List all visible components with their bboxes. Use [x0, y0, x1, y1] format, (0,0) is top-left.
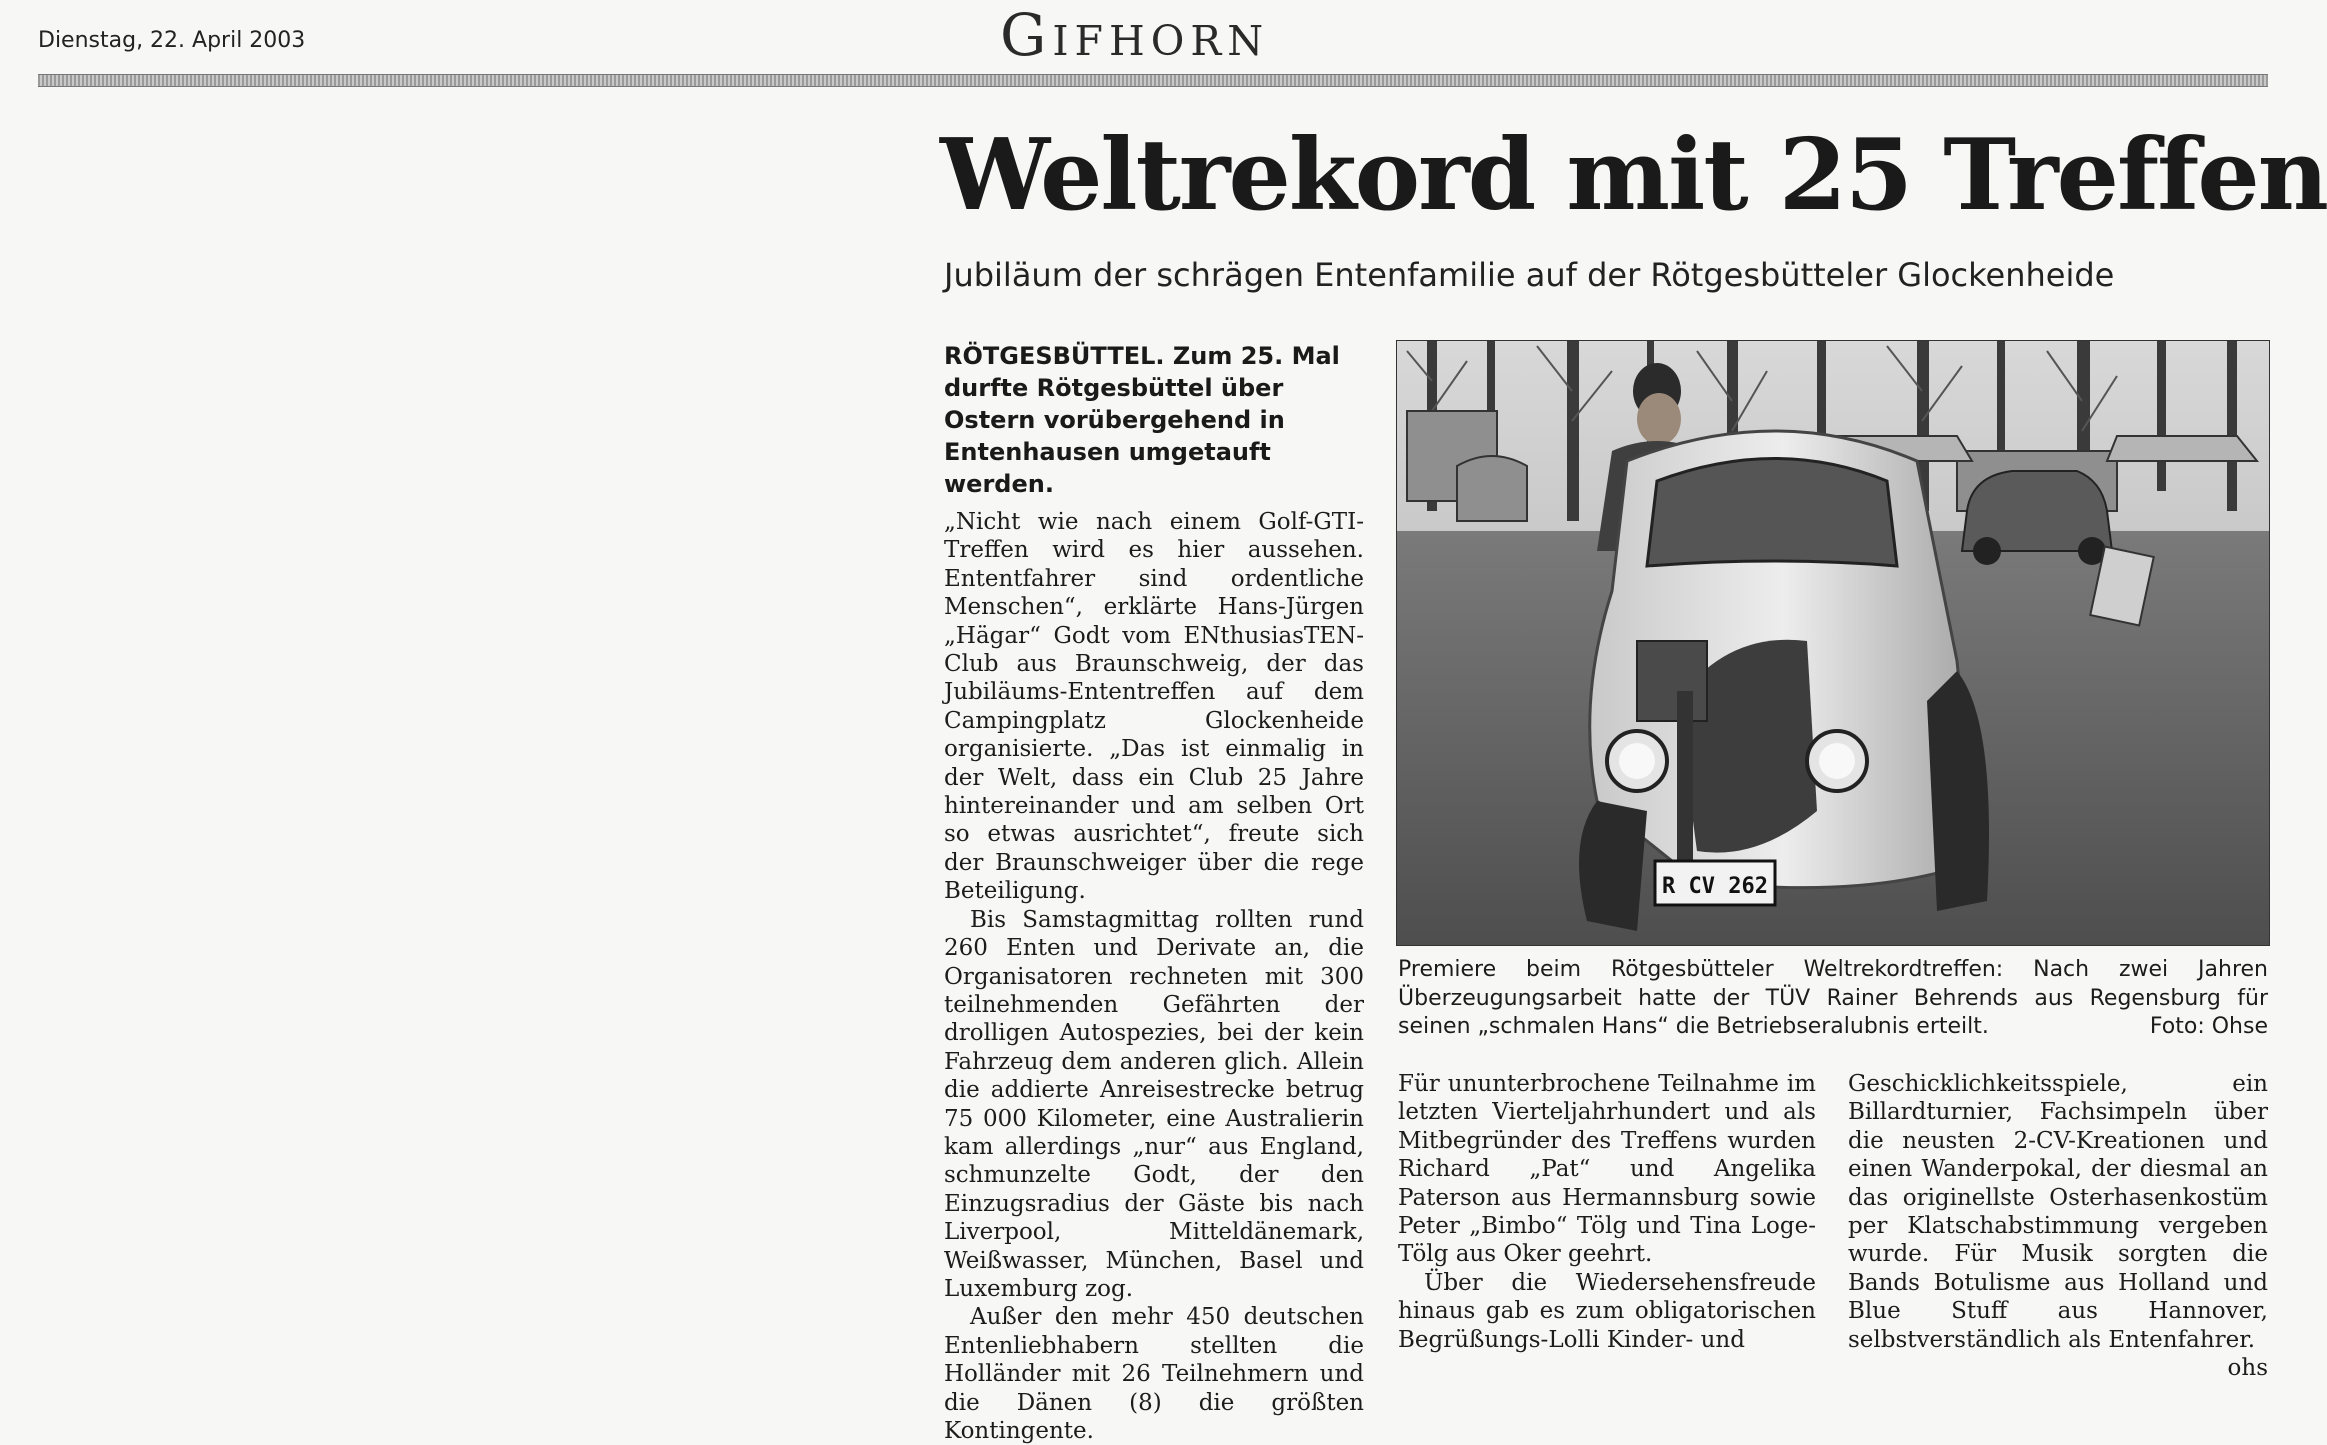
photo-caption-text: Premiere beim Rötgesbütteler Weltrekordtreffen: Nach zwei Jahren Überzeugungsarbeit hatte der TÜV Rainer Behrends aus Regensburg für seinen „schmalen Hans“ die Betriebseralubnis erteilt.	[1398, 957, 2268, 1039]
article-paragraph: Außer den mehr 450 deutschen Entenliebhabern stellten die Holländer mit 26 Teilnehmern und die Dänen (8) die größten Kontingente.	[944, 1304, 1364, 1444]
article-paragraph-continued: Geschicklichkeitsspiele, ein Billardturnier, Fachsimpeln über die neusten 2-CV-Kreationen und einen Wanderpokal, der diesmal an das originellste Osterhasenkostüm per Klatschabstimmung vergeben wurde. Für Musik sorgten die Bands Botulisme aus Holland und Blue Stuff aus Hannover, selbstverständlich als Entenfahrer.	[1848, 1071, 2268, 1353]
article-column-2	[1398, 1070, 1816, 1354]
article-photo	[1396, 340, 2270, 946]
photo-2cv-car	[1397, 341, 2269, 945]
photo-caption	[1398, 956, 2268, 1042]
article-column-3	[1848, 1070, 2268, 1382]
article-subheadline: Jubiläum der schrägen Entenfamilie auf der Rötgesbütteler Glockenheide	[944, 256, 2115, 294]
header-rule	[38, 74, 2268, 87]
article-column-1	[944, 508, 1364, 1445]
article-lead: RÖTGESBÜTTEL. Zum 25. Mal durfte Rötgesbüttel über Ostern vorübergehend in Entenhausen umgetauft werden.	[944, 342, 1340, 498]
newspaper-section-title: Gifhorn	[1000, 1, 1270, 69]
photo-credit: Foto: Ohse	[2149, 1014, 2268, 1039]
article-headline: Weltrekord mit 25 Treffen	[940, 118, 2327, 233]
svg-text:R CV 262: R CV 262	[1662, 874, 1768, 899]
article-paragraph: Über die Wiedersehensfreude hinaus gab es zum obligatorischen Begrüßungs-Lolli Kinder- und	[1398, 1269, 1816, 1353]
article-paragraph: Für ununterbrochene Teilnahme im letzten Vierteljahrhundert und als Mitbegründer des Treffens wurden Richard „Pat“ und Angelika Paterson aus Hermannsburg sowie Peter „Bimbo“ Tölg und Tina Loge-Tölg aus Oker geehrt.	[1398, 1071, 1816, 1268]
article-paragraph: Bis Samstagmittag rollten rund 260 Enten und Derivate an, die Organisatoren rechneten mit 300 teilnehmenden Gefährten der drolligen Autospezies, bei der kein Fahrzeug dem anderen glich. Allein die addierte Anreisestrecke betrug 75 000 Kilometer, eine Australierin kam allerdings „nur“ aus England, schmunzelte Godt, der den Einzugsradius der Gäste bis nach Liverpool, Mitteldänemark, Weißwasser, München, Basel und Luxemburg zog.	[944, 906, 1364, 1302]
issue-date: Dienstag, 22. April 2003	[38, 28, 306, 53]
author-initials: ohs	[2227, 1355, 2268, 1382]
license-plate	[1655, 861, 1775, 905]
article-paragraph: „Nicht wie nach einem Golf-GTI-Treffen wird es hier aussehen. Ententfahrer sind ordentliche Menschen“, erklärte Hans-Jürgen „Hägar“ Godt vom ENthusiasTEN-Club aus Braunschweig, der das Jubiläums-Ententreffen auf dem Campingplatz Glockenheide organisierte. „Das ist einmalig in der Welt, dass ein Club 25 Jahre hintereinander und am selben Ort so etwas ausrichtet“, freute sich der Braunschweiger über die rege Beteiligung.	[944, 509, 1364, 905]
